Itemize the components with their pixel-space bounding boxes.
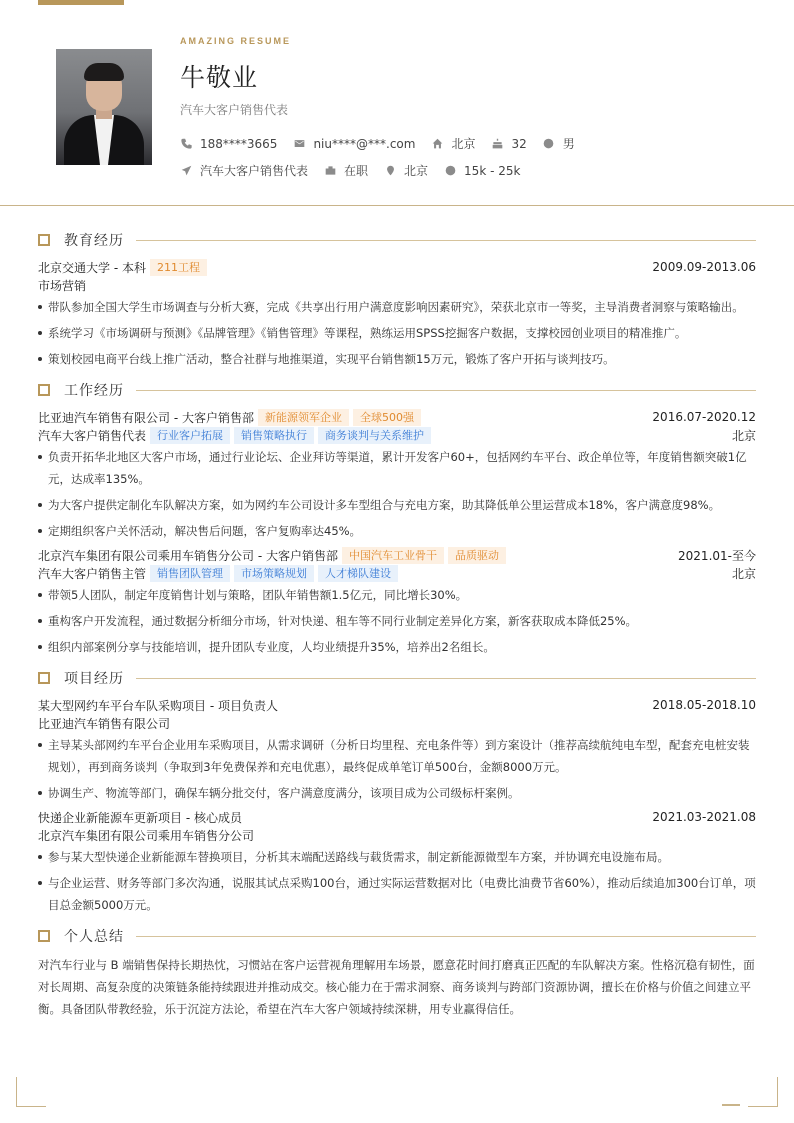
education-date: 2009.09-2013.06 bbox=[652, 260, 756, 274]
list-item: 策划校园电商平台线上推广活动，整合社群与地推渠道，实现平台销售额15万元，锻炼了客户开拓与谈判技巧。 bbox=[38, 348, 756, 370]
gender-item: 男 bbox=[543, 135, 575, 152]
mail-icon bbox=[293, 138, 305, 150]
education-section bbox=[38, 226, 756, 370]
project-org: 北京汽车集团有限公司乘用车销售分公司 bbox=[38, 828, 255, 843]
footer-dash bbox=[722, 1104, 740, 1106]
profile-photo bbox=[56, 49, 152, 165]
project-bullets bbox=[38, 846, 756, 916]
corner-decoration bbox=[748, 1077, 778, 1107]
briefcase-icon bbox=[324, 165, 336, 177]
school-tag: 211工程 bbox=[150, 259, 207, 276]
company-tag: 品质驱动 bbox=[448, 547, 506, 564]
resume-body bbox=[38, 226, 756, 1026]
corner-decoration bbox=[16, 1077, 46, 1107]
skill-tag: 市场策略规划 bbox=[234, 565, 314, 582]
project-org: 比亚迪汽车销售有限公司 bbox=[38, 716, 171, 731]
job-entry-header bbox=[38, 546, 756, 564]
square-bullet-icon bbox=[38, 384, 50, 396]
company-name: 比亚迪汽车销售有限公司 - 大客户销售部 bbox=[38, 410, 254, 425]
section-heading: 工作经历 bbox=[38, 376, 756, 404]
list-item: 主导某头部网约车平台企业用车采购项目，从需求调研（分析日均里程、充电条件等）到方案设计（推荐高续航纯电车型，配套充电桩安装规划），再到商务谈判（争取到3年免费保养和充电优惠），最终促成单笔订单500台，金额8000万元。 bbox=[38, 734, 756, 778]
project-entry-header bbox=[38, 808, 756, 826]
project-name: 快递企业新能源车更新项目 - 核心成员 bbox=[38, 810, 242, 825]
education-bullets bbox=[38, 296, 756, 370]
list-item: 负责开拓华北地区大客户市场，通过行业论坛、企业拜访等渠道，累计开发客户60+，包括网约车平台、政企单位等，年度销售额突破1亿元，达成率135%。 bbox=[38, 446, 756, 490]
target-position-item: 汽车大客户销售代表 bbox=[180, 162, 308, 179]
send-icon bbox=[180, 165, 192, 177]
job-bullets bbox=[38, 584, 756, 658]
project-bullets bbox=[38, 734, 756, 804]
intent-row bbox=[180, 162, 536, 179]
list-item: 与企业运营、财务等部门多次沟通，说服其试点采购100台，通过实际运营数据对比（电费比油费节省60%），推动后续追加300台订单，项目总金额5000万元。 bbox=[38, 872, 756, 916]
school-name: 北京交通大学 - 本科 bbox=[38, 260, 146, 275]
phone-item: 188****3665 bbox=[180, 137, 277, 151]
list-item: 重构客户开发流程，通过数据分析细分市场，针对快递、租车等不同行业制定差异化方案，新客获取成本降低25%。 bbox=[38, 610, 756, 632]
company-tag: 全球500强 bbox=[353, 409, 421, 426]
list-item: 协调生产、物流等部门，确保车辆分批交付，客户满意度满分，该项目成为公司级标杆案例。 bbox=[38, 782, 756, 804]
job-date: 2021.01-至今 bbox=[678, 548, 756, 563]
skill-tag: 行业客户拓展 bbox=[150, 427, 230, 444]
list-item: 定期组织客户关怀活动，解决售后问题，客户复购率达45%。 bbox=[38, 520, 756, 542]
square-bullet-icon bbox=[38, 930, 50, 942]
major: 市场营销 bbox=[38, 278, 87, 293]
section-heading: 个人总结 bbox=[38, 922, 756, 950]
summary-text: 对汽车行业与 B 端销售保持长期热忱，习惯站在客户运营视角理解用车场景，愿意花时间打磨真正匹配的车队解决方案。性格沉稳有韧性，面对长周期、高复杂度的决策链条能持续跟进并推动成交。核心能力在于需求洞察、商务谈判与跨部门资源协调，擅长在价格与价值之间建立平衡。具备团队带教经验，乐于沉淀方法论，希望在汽车大客户领域持续深耕，用专业赢得信任。 bbox=[38, 958, 755, 1016]
home-icon bbox=[431, 138, 443, 150]
work-section bbox=[38, 376, 756, 658]
project-entry-header bbox=[38, 696, 756, 714]
job-date: 2016.07-2020.12 bbox=[652, 410, 756, 424]
project-date: 2021.03-2021.08 bbox=[652, 810, 756, 824]
job-role: 汽车大客户销售主管 bbox=[38, 566, 147, 581]
list-item: 带队参加全国大学生市场调查与分析大赛，完成《共享出行用户满意度影响因素研究》，荣获北京市一等奖，主导消费者洞察与策略输出。 bbox=[38, 296, 756, 318]
company-tag: 中国汽车工业骨干 bbox=[342, 547, 444, 564]
cake-icon bbox=[491, 138, 503, 150]
job-role: 汽车大客户销售代表 bbox=[38, 428, 147, 443]
list-item: 参与某大型快递企业新能源车替换项目，分析其末端配送路线与载货需求，制定新能源微型车方案，并协调充电设施布局。 bbox=[38, 846, 756, 868]
contact-row bbox=[180, 135, 591, 152]
summary-section bbox=[38, 922, 756, 1020]
job-status-item: 在职 bbox=[324, 162, 368, 179]
company-name: 北京汽车集团有限公司乘用车销售分公司 - 大客户销售部 bbox=[38, 548, 338, 563]
section-heading: 教育经历 bbox=[38, 226, 756, 254]
home-item: 北京 bbox=[431, 135, 475, 152]
location-icon bbox=[384, 165, 396, 177]
section-heading: 项目经历 bbox=[38, 664, 756, 692]
age-item: 32 bbox=[491, 137, 526, 151]
skill-tag: 销售策略执行 bbox=[234, 427, 314, 444]
project-date: 2018.05-2018.10 bbox=[652, 698, 756, 712]
brand-label: AMAZING RESUME bbox=[180, 36, 291, 46]
candidate-name: 牛敬业 bbox=[180, 63, 259, 92]
job-bullets bbox=[38, 446, 756, 542]
square-bullet-icon bbox=[38, 234, 50, 246]
job-entry-header bbox=[38, 408, 756, 426]
phone-icon bbox=[180, 138, 192, 150]
list-item: 为大客户提供定制化车队解决方案，如为网约车公司设计多车型组合与充电方案，助其降低单公里运营成本18%，客户满意度98%。 bbox=[38, 494, 756, 516]
salary-icon bbox=[444, 165, 456, 177]
job-city: 北京 bbox=[731, 566, 756, 581]
skill-tag: 人才梯队建设 bbox=[318, 565, 398, 582]
project-name: 某大型网约车平台车队采购项目 - 项目负责人 bbox=[38, 698, 278, 713]
square-bullet-icon bbox=[38, 672, 50, 684]
salary-item: 15k - 25k bbox=[444, 164, 520, 178]
resume-header bbox=[0, 0, 794, 206]
target-city-item: 北京 bbox=[384, 162, 428, 179]
list-item: 组织内部案例分享与技能培训，提升团队专业度，人均业绩提升35%，培养出2名组长。 bbox=[38, 636, 756, 658]
list-item: 带领5人团队，制定年度销售计划与策略，团队年销售额1.5亿元，同比增长30%。 bbox=[38, 584, 756, 606]
skill-tag: 商务谈判与关系维护 bbox=[318, 427, 431, 444]
projects-section bbox=[38, 664, 756, 916]
gender-icon bbox=[543, 138, 555, 150]
list-item: 系统学习《市场调研与预测》《品牌管理》《销售管理》等课程，熟练运用SPSS挖掘客户数据，支撑校园创业项目的精准推广。 bbox=[38, 322, 756, 344]
job-city: 北京 bbox=[731, 428, 756, 443]
skill-tag: 销售团队管理 bbox=[150, 565, 230, 582]
candidate-title: 汽车大客户销售代表 bbox=[180, 103, 289, 117]
email-item: niu****@***.com bbox=[293, 137, 415, 151]
education-entry-header bbox=[38, 258, 756, 276]
company-tag: 新能源领军企业 bbox=[258, 409, 349, 426]
